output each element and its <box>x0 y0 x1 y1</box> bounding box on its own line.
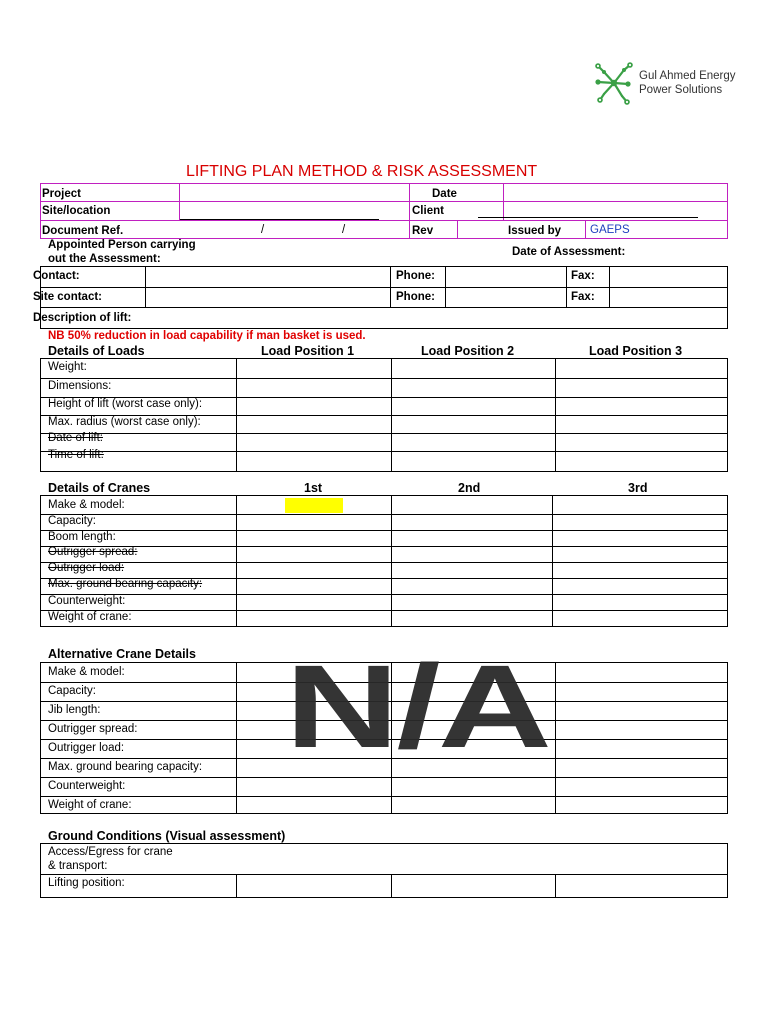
alt-cranes-row-label: Outrigger spread: <box>48 723 138 735</box>
site-contact-fax-field[interactable] <box>611 289 726 306</box>
contact-fax-field[interactable] <box>611 268 726 286</box>
cranes-row-label: Boom length: <box>48 531 116 543</box>
client-label: Client <box>412 205 444 217</box>
loads-row-label: Date of lift: <box>48 432 103 444</box>
alt-cranes-row-label: Outrigger load: <box>48 742 125 754</box>
cranes-col-3: 3rd <box>628 481 648 495</box>
date-field[interactable] <box>505 185 726 200</box>
site-contact-field[interactable] <box>147 289 389 306</box>
company-logo <box>592 60 742 106</box>
site-contact-fax-label: Fax: <box>571 291 595 303</box>
project-label: Project <box>42 188 81 200</box>
lifting-position-label: Lifting position: <box>48 877 125 889</box>
alt-cranes-row-label: Weight of crane: <box>48 799 132 811</box>
appointed-person-label-line1: Appointed Person carrying <box>48 239 196 251</box>
cranes-row-label: Outrigger load: <box>48 562 125 574</box>
ground-table <box>40 843 728 898</box>
cranes-row-label: Capacity: <box>48 515 96 527</box>
rev-label: Rev <box>412 225 434 237</box>
cranes-heading: Details of Cranes <box>48 481 151 495</box>
cranes-row-label: Make & model: <box>48 499 125 511</box>
description-of-lift-field[interactable] <box>160 309 726 327</box>
document-ref-label: Document Ref. <box>42 225 124 237</box>
loads-row-label: Weight: <box>48 361 87 373</box>
loads-table <box>40 358 728 472</box>
loads-col-3: Load Position 3 <box>589 344 683 358</box>
cranes-row-label: Weight of crane: <box>48 611 132 623</box>
document-ref-slash-1: / <box>261 224 265 236</box>
not-applicable-stamp: N/A <box>285 641 550 773</box>
alt-cranes-heading: Alternative Crane Details <box>48 647 196 661</box>
loads-col-1: Load Position 1 <box>261 344 355 358</box>
contact-phone-field[interactable] <box>447 268 565 286</box>
loads-row-label: Height of lift (worst case only): <box>48 398 203 410</box>
nb-note: NB 50% reduction in load capability if man basket is used. <box>48 330 366 342</box>
page-title: LIFTING PLAN METHOD & RISK ASSESSMENT <box>186 163 538 180</box>
contact-field[interactable] <box>147 268 389 286</box>
cranes-col-2: 2nd <box>458 481 481 495</box>
cranes-table <box>40 495 728 627</box>
cranes-row-label: Counterweight: <box>48 595 126 607</box>
site-contact-phone-field[interactable] <box>447 289 565 306</box>
date-label: Date <box>432 188 457 200</box>
alt-cranes-row-label: Counterweight: <box>48 780 126 792</box>
loads-row-label: Time of lift: <box>48 449 104 461</box>
issued-by-label: Issued by <box>508 225 562 237</box>
description-of-lift-label: Description of lift: <box>33 312 132 324</box>
access-egress-label-line1: Access/Egress for crane <box>48 846 173 858</box>
logo-text-line2: Power Solutions <box>639 84 723 96</box>
logo-circuit-icon <box>592 60 636 106</box>
contact-fax-label: Fax: <box>571 270 595 282</box>
appointed-person-label-line2: out the Assessment: <box>48 253 161 265</box>
cranes-col-1: 1st <box>304 481 323 495</box>
site-location-label: Site/location <box>42 205 111 217</box>
cranes-row-label: Max. ground bearing capacity: <box>48 578 203 590</box>
contact-phone-label: Phone: <box>396 270 435 282</box>
alt-cranes-row-label: Capacity: <box>48 685 96 697</box>
alt-cranes-row-label: Jib length: <box>48 704 101 716</box>
client-field[interactable] <box>478 203 726 218</box>
site-contact-label: Site contact: <box>33 291 103 303</box>
site-contact-phone-label: Phone: <box>396 291 435 303</box>
loads-heading: Details of Loads <box>48 344 145 358</box>
project-field[interactable] <box>181 185 408 200</box>
alt-cranes-row-label: Max. ground bearing capacity: <box>48 761 203 773</box>
site-location-field[interactable] <box>181 203 408 218</box>
alt-cranes-row-label: Make & model: <box>48 666 125 678</box>
make-model-highlight[interactable] <box>285 498 343 513</box>
loads-row-label: Dimensions: <box>48 380 112 392</box>
ground-heading: Ground Conditions (Visual assessment) <box>48 829 286 843</box>
contact-label: Contact: <box>33 270 80 282</box>
loads-row-label: Max. radius (worst case only): <box>48 416 201 428</box>
date-of-assessment-label: Date of Assessment: <box>512 246 626 258</box>
document-ref-slash-2: / <box>342 224 346 236</box>
logo-text-line1: Gul Ahmed Energy <box>639 70 736 82</box>
loads-col-2: Load Position 2 <box>421 344 515 358</box>
access-egress-label-line2: & transport: <box>48 860 108 872</box>
cranes-row-label: Outrigger spread: <box>48 546 138 558</box>
issued-by-value[interactable]: GAEPS <box>590 224 630 236</box>
